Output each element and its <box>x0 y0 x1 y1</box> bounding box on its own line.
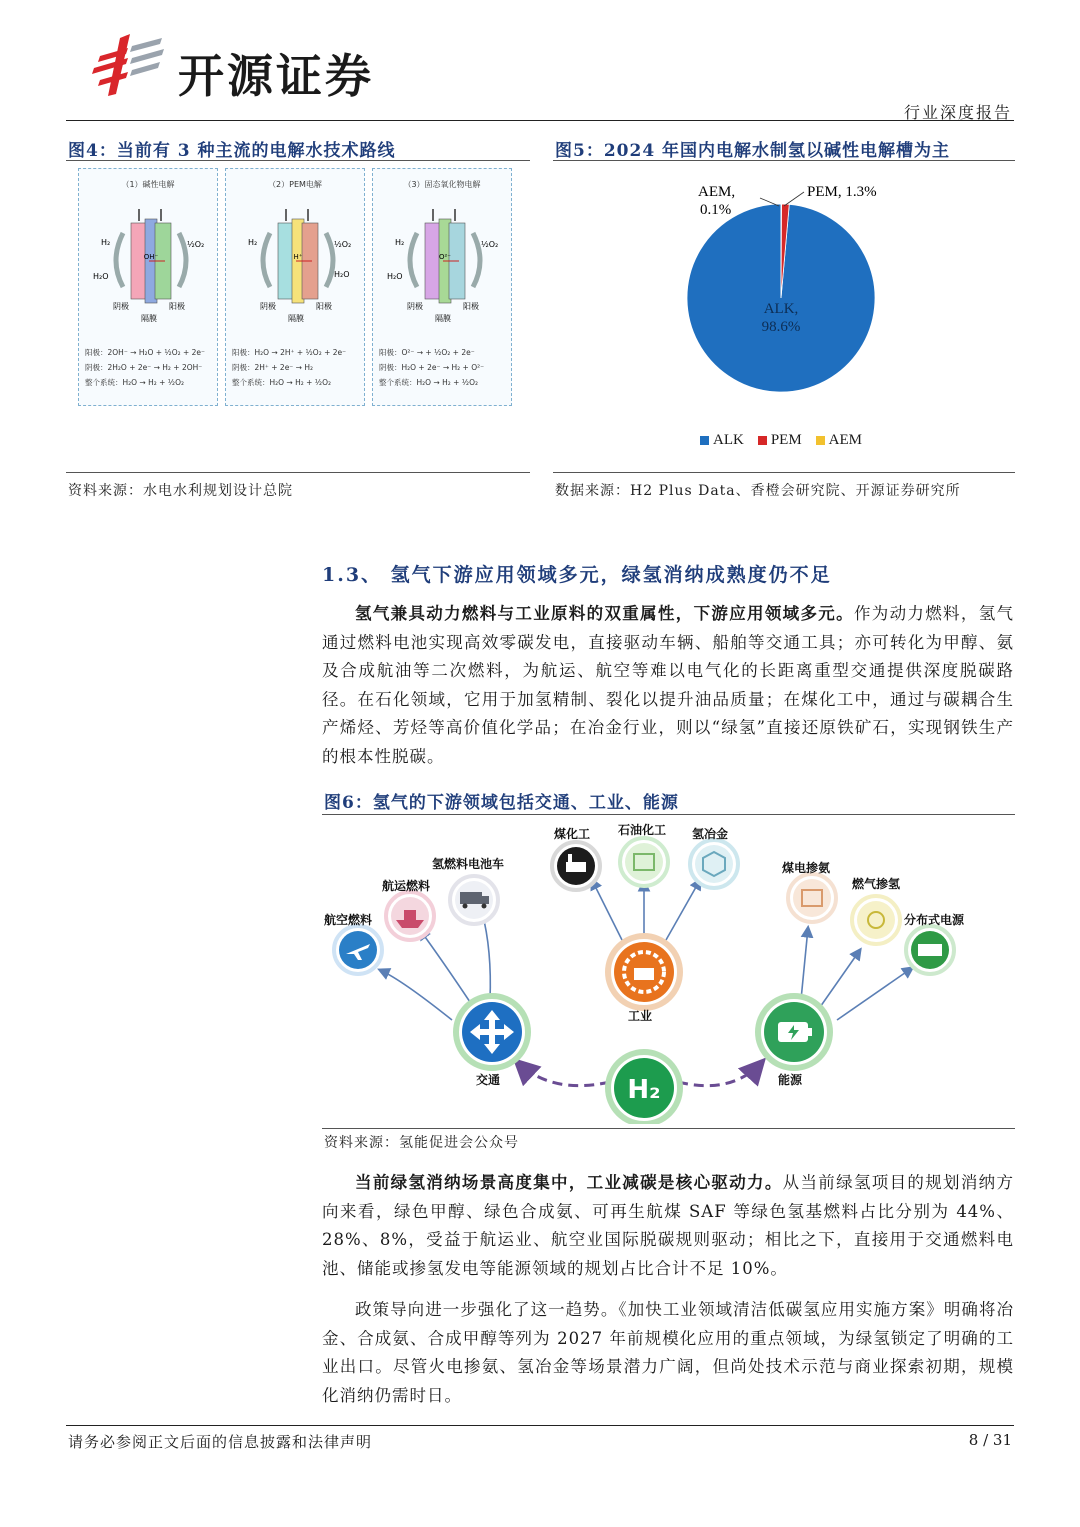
pem-label: PEM, 1.3% <box>807 184 877 200</box>
legend-item-pem <box>758 432 802 449</box>
electrolysis-cell-icon <box>226 169 366 329</box>
figure5-title: 图5：2024 年国内电解水制氢以碱性电解槽为主 <box>555 141 951 161</box>
paragraph-3 <box>322 1296 1014 1410</box>
figure5-bottom-rule <box>553 472 1015 473</box>
aem-label-line1: AEM, <box>698 184 736 200</box>
energy-hub <box>758 996 830 1087</box>
header-divider <box>66 120 1014 121</box>
battery-pack-icon <box>918 944 942 956</box>
ion-label: OH⁻ <box>143 253 159 261</box>
right-gas-label: ½O₂ <box>334 240 352 249</box>
separator-label: 隔膜 <box>288 314 304 323</box>
figure6-title: 图6：氢气的下游领域包括交通、工业、能源 <box>324 793 679 813</box>
paragraph-1-lead: 氢气兼具动力燃料与工业原料的双重属性，下游应用领域多元。 <box>355 604 854 623</box>
figure5-source: 数据来源：H2 Plus Data、香橙会研究院、开源证券研究所 <box>555 483 961 499</box>
legend-label-aem: AEM <box>828 432 863 448</box>
industry-hub <box>608 936 680 1023</box>
right-gas-label: ½O₂ <box>481 240 499 249</box>
figure4-bottom-rule <box>66 472 530 473</box>
cathode-label: 阴极 <box>113 302 129 311</box>
separator-label: 隔膜 <box>141 314 157 323</box>
section-title: 1.3、 氢气下游应用领域多元，绿氢消纳成熟度仍不足 <box>322 564 832 586</box>
paragraph-2 <box>322 1169 1014 1283</box>
panel-title: （3）固态氧化物电解 <box>403 180 481 189</box>
fuel-cell-vehicle-node <box>432 856 504 924</box>
cathode-equation: 阴极：H₂O + 2e⁻ → H₂ + O²⁻ <box>379 363 485 372</box>
cathode-equation: 阴极：2H⁺ + 2e⁻ → H₂ <box>232 363 313 372</box>
paragraph-3-text: 政策导向进一步强化了这一趋势。《加快工业领域清洁低碳氢应用实施方案》明确将冶金、合成氨、合成甲醇等列为 2027 年前规模化应用的重点领域，为绿氢锁定了明确的工业出口。尽管火电掺氨、氢冶金等场景潜力广阔，但尚处技术示范与商业探索初期，规模化消纳仍需时日。 <box>322 1300 1014 1405</box>
truck-icon <box>460 892 482 904</box>
cathode-equation: 阴极：2H₂O + 2e⁻ → H₂ + 2OH⁻ <box>85 363 203 372</box>
coal-power-ammonia-node <box>781 860 836 922</box>
shipping-fuel-node <box>382 878 434 940</box>
page-number: 8 / 31 <box>968 1431 1012 1449</box>
coal-chemical-label: 煤化工 <box>554 827 591 841</box>
report-type: 行业深度报告 <box>903 103 1012 122</box>
electrolysis-panel <box>225 168 365 406</box>
alk-label-line1: ALK, <box>763 301 799 317</box>
gas-hydrogen-blend-label: 燃气掺氢 <box>852 877 901 891</box>
legend-label-pem: PEM <box>770 432 802 448</box>
left-gas-label: H₂ <box>101 238 111 247</box>
legend-swatch-pem <box>758 436 767 445</box>
anode-equation: 阳极：H₂O → 2H⁺ + ½O₂ + 2e⁻ <box>232 348 347 357</box>
petrochemical-label: 石油化工 <box>618 823 667 837</box>
system-equation: 整个系统：H₂O → H₂ + ½O₂ <box>379 378 478 387</box>
figure5-top-rule <box>553 160 1015 161</box>
transport-hub-label: 交通 <box>476 1073 501 1087</box>
figure6-bottom-rule <box>322 1128 1015 1129</box>
distributed-power-label: 分布式电源 <box>904 913 965 927</box>
alk-label-line2: 98.6% <box>761 319 801 335</box>
legend-item-alk <box>700 432 744 449</box>
electrolysis-panel <box>372 168 512 406</box>
pie-legend <box>700 432 862 449</box>
figure6-top-rule <box>322 814 1015 815</box>
right-output-label: H₂O <box>334 270 350 279</box>
cathode-label: 阴极 <box>407 302 423 311</box>
cathode-label: 阴极 <box>260 302 276 311</box>
electrolysis-diagram <box>78 168 512 408</box>
legend-item-aem <box>816 432 862 449</box>
legend-swatch-aem <box>816 436 825 445</box>
hydrogen-symbol: H₂ <box>627 1075 661 1105</box>
aem-label-line2: 0.1% <box>700 202 732 218</box>
system-equation: 整个系统：H₂O → H₂ + ½O₂ <box>232 378 331 387</box>
ion-label: O²⁻ <box>438 253 452 261</box>
paragraph-1 <box>322 600 1014 771</box>
left-gas-label: H₂ <box>248 238 258 247</box>
figure4-source: 资料来源：水电水利规划设计总院 <box>68 483 293 499</box>
paragraph-1-body: 作为动力燃料，氢气通过燃料电池实现高效零碳发电，直接驱动车辆、船舶等交通工具；亦可转化为甲醇、氨及合成航油等二次燃料，为航运、航空等难以电气化的长距离重型交通提供深度脱碳路径。在石化领域，它用于加氢精制、裂化以提升油品质量；在煤化工中，通过与碳耦合生产烯烃、芳烃等高价值化学品；在冶金行业，则以“绿氢”直接还原铁矿石，实现钢铁生产的根本性脱碳。 <box>322 604 1015 766</box>
panel-title: （2）PEM电解 <box>268 180 322 189</box>
petrochemical-node <box>618 822 668 886</box>
paragraph-2-lead: 当前绿氢消纳场景高度集中，工业减碳是核心驱动力。 <box>355 1173 783 1192</box>
system-equation: 整个系统：H₂O → H₂ + ½O₂ <box>85 378 184 387</box>
anode-label: 阳极 <box>169 302 185 311</box>
anode-equation: 阳极：2OH⁻ → H₂O + ½O₂ + 2e⁻ <box>85 348 206 357</box>
hydrogen-metallurgy-label: 氢冶金 <box>692 827 729 841</box>
fuel-cell-vehicle-label: 氢燃料电池车 <box>432 857 505 871</box>
hydrogen-downstream-diagram <box>322 820 1014 1124</box>
figure4-top-rule <box>66 160 530 161</box>
pem-leader-line <box>784 192 804 206</box>
left-input-label: H₂O <box>387 272 403 281</box>
hydrogen-metallurgy-node <box>690 826 738 888</box>
coal-chemical-node <box>552 826 600 890</box>
legend-swatch-alk <box>700 436 709 445</box>
figure4-title: 图4：当前有 3 种主流的电解水技术路线 <box>68 141 396 161</box>
separator-label: 隔膜 <box>435 314 451 323</box>
coal-power-ammonia-label: 煤电掺氨 <box>782 861 831 875</box>
shipping-fuel-label: 航运燃料 <box>382 879 431 893</box>
panel-title: （1）碱性电解 <box>121 180 175 189</box>
electrolysis-cell-icon <box>79 169 219 329</box>
left-input-label: H₂O <box>93 272 109 281</box>
gas-hydrogen-blend-node <box>851 876 900 944</box>
paragraph-2-body: 从当前绿氢项目的规划消纳方向来看，绿色甲醇、绿色合成氨、可再生航煤 SAF 等绿色氢基燃料占比分别为 44%、28%、8%，受益于航运业、航空业国际脱碳规则驱动；相比之下，直接用于交通燃料电池、储能或掺氢发电等能源领域的规划占比合计不足 10%。 <box>322 1173 1015 1278</box>
company-logo <box>90 34 410 103</box>
aviation-fuel-label: 航空燃料 <box>324 913 373 927</box>
anode-equation: 阳极：O²⁻ → + ½O₂ + 2e⁻ <box>379 348 475 357</box>
industry-hub-label: 工业 <box>628 1009 653 1023</box>
aviation-fuel-node <box>324 912 382 974</box>
right-gas-label: ½O₂ <box>187 240 205 249</box>
figure6-source: 资料来源：氢能促进会公众号 <box>324 1135 519 1151</box>
electrolysis-cell-icon <box>373 169 513 329</box>
anode-label: 阳极 <box>316 302 332 311</box>
footer-disclaimer: 请务必参阅正文后面的信息披露和法律声明 <box>68 1433 373 1451</box>
ion-label: H⁺ <box>293 253 303 261</box>
energy-hub-label: 能源 <box>778 1073 803 1087</box>
anode-label: 阳极 <box>463 302 479 311</box>
company-name: 开源证券 <box>178 49 374 103</box>
factory-icon <box>566 862 586 872</box>
hydrogen-center-node <box>608 1052 680 1124</box>
left-gas-label: H₂ <box>395 238 405 247</box>
logo-mark-icon <box>90 34 170 96</box>
footer-divider <box>66 1425 1014 1426</box>
pie-chart <box>560 168 1000 428</box>
transport-hub <box>456 996 528 1087</box>
electrolysis-panel <box>78 168 218 406</box>
legend-label-alk: ALK <box>713 432 744 448</box>
distributed-power-node <box>904 912 965 974</box>
